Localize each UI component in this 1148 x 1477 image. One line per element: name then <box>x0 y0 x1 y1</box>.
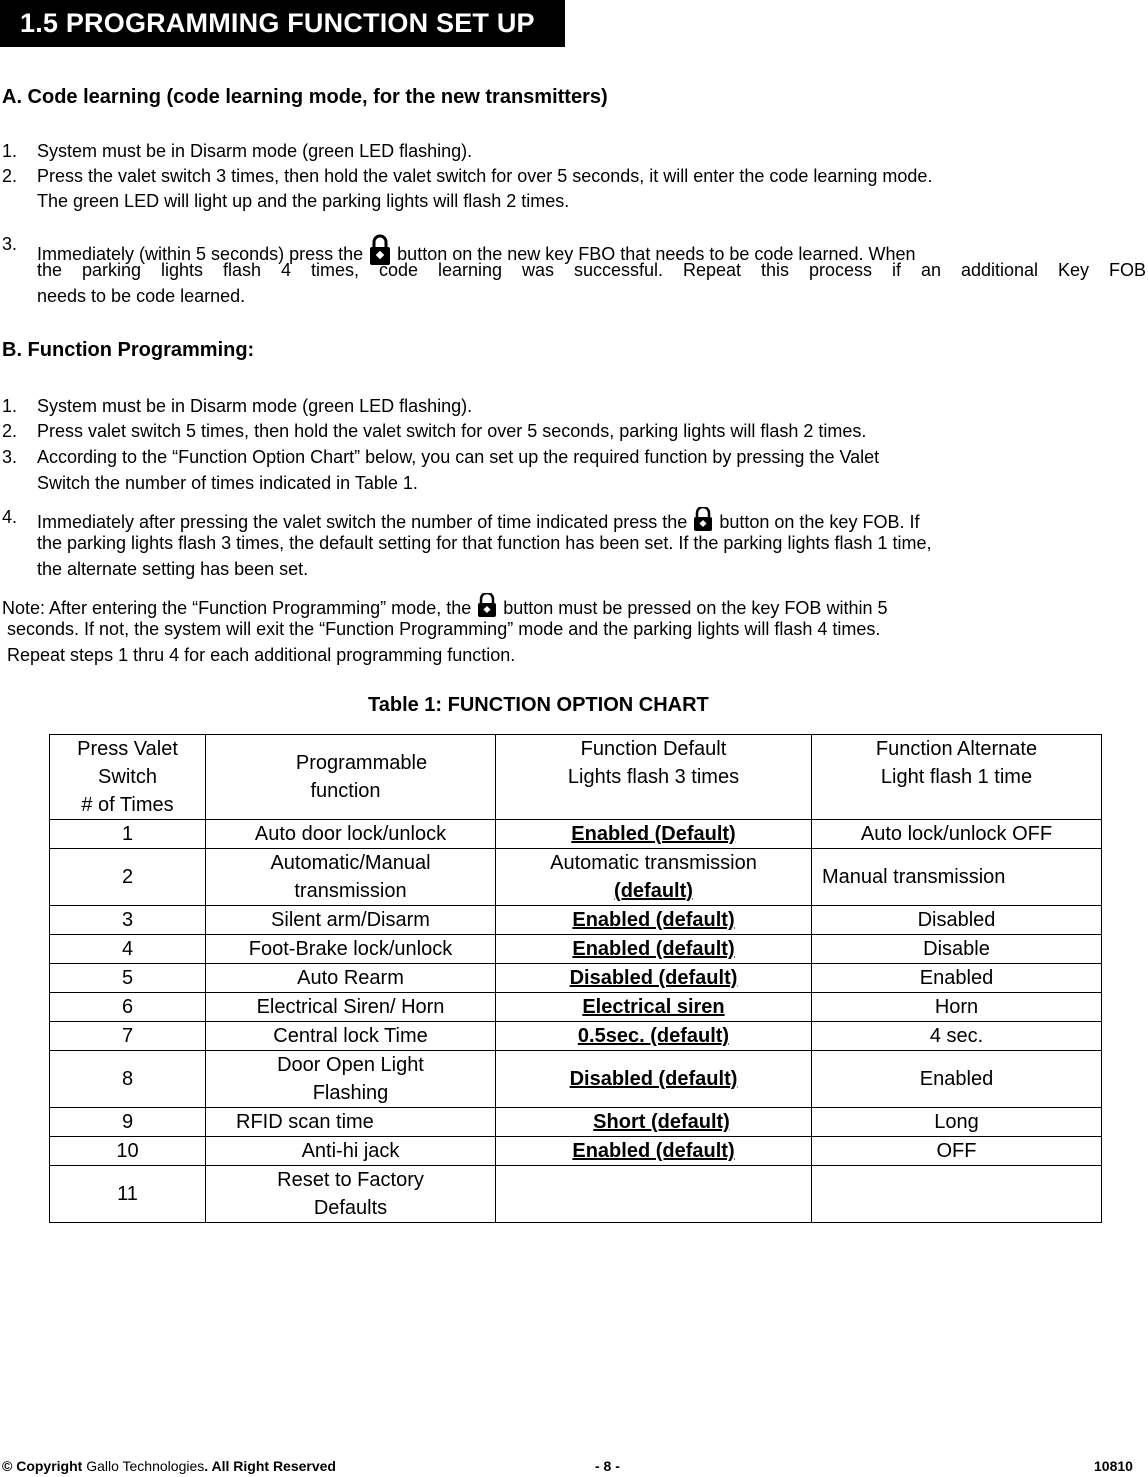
padlock-icon <box>692 507 714 531</box>
b-item-3-line-1: According to the “Function Option Chart” below, you can set up the required function by pressing the Valet <box>37 447 880 467</box>
table-row: 10 Anti-hi jack Enabled (default) OFF <box>50 1137 1102 1166</box>
note-line-1 <box>2 593 887 619</box>
footer-page-number: - 8 - <box>595 1458 620 1474</box>
b-item-4-line-3: the alternate setting has been set. <box>37 559 309 579</box>
b-item-4-line-2: the parking lights flash 3 times, the default setting for that function has been set. If the parking lights flash 1 time, <box>37 533 932 553</box>
b-item-2-text: Press valet switch 5 times, then hold the valet switch for over 5 seconds, parking lights will flash 2 times. <box>37 421 867 441</box>
a-item-2-line-1: Press the valet switch 3 times, then hold the valet switch for over 5 seconds, it will enter the code learning mode. <box>37 166 933 186</box>
b-item-4-line-1 <box>37 507 919 533</box>
padlock-icon <box>476 593 498 617</box>
a-item-3-line-1-b: button on the new key FBO that needs to be code learned. When <box>397 244 916 264</box>
a-item-2-line-2: The green LED will light up and the parking lights will flash 2 times. <box>37 191 570 211</box>
a-item-1-text: System must be in Disarm mode (green LED flashing). <box>37 141 473 161</box>
table-row: 3 Silent arm/Disarm Enabled (default) Disabled <box>50 906 1102 935</box>
header-function-alternate: Function Alternate Light flash 1 time <box>812 735 1102 820</box>
table-caption: Table 1: FUNCTION OPTION CHART <box>368 694 709 716</box>
header-function-default: Function Default Lights flash 3 times <box>496 735 812 820</box>
table-row: 8 Door Open Light Flashing Disabled (default) Enabled <box>50 1051 1102 1108</box>
a-item-3-line-2: the parking lights flash 4 times, code learning was successful. Repeat this process if an additional Key FOB <box>37 260 1146 280</box>
a-item-1-num: 1. <box>2 141 18 161</box>
note-line-1-a: Note: After entering the “Function Programming” mode, the <box>2 598 472 618</box>
a-item-3-line-3: needs to be code learned. <box>37 286 246 306</box>
note-line-3: Repeat steps 1 thru 4 for each additional programming function. <box>7 645 516 665</box>
header-press-valet: Press Valet Switch # of Times <box>50 735 206 820</box>
table-header-row <box>50 735 1102 820</box>
table-row: 9 RFID scan time Short (default) Long <box>50 1108 1102 1137</box>
b-item-3-num: 3. <box>2 447 18 467</box>
section-b-heading: B. Function Programming: <box>2 339 255 361</box>
table-row: 5 Auto Rearm Disabled (default) Enabled <box>50 964 1102 993</box>
table-row: 1 Auto door lock/unlock Enabled (Default) Auto lock/unlock OFF <box>50 820 1102 849</box>
b-item-1-text: System must be in Disarm mode (green LED flashing). <box>37 396 473 416</box>
a-item-2-num: 2. <box>2 166 18 186</box>
b-item-2-num: 2. <box>2 421 18 441</box>
table-row: 7 Central lock Time 0.5sec. (default) 4 sec. <box>50 1022 1102 1051</box>
b-item-4-line-1-a: Immediately after pressing the valet switch the number of time indicated press the <box>37 512 688 532</box>
b-item-3-line-2: Switch the number of times indicated in Table 1. <box>37 473 418 493</box>
note-line-2: seconds. If not, the system will exit the “Function Programming” mode and the parking lights will flash 4 times. <box>7 619 881 639</box>
header-programmable-function: Programmable function <box>206 735 496 820</box>
a-item-3-num: 3. <box>2 234 18 254</box>
b-item-4-num: 4. <box>2 507 18 527</box>
table-row: 4 Foot-Brake lock/unlock Enabled (default) Disable <box>50 935 1102 964</box>
function-option-chart <box>49 734 1102 1223</box>
page-title: 1.5 PROGRAMMING FUNCTION SET UP <box>0 0 565 47</box>
b-item-4-line-1-b: button on the key FOB. If <box>719 512 920 532</box>
table-row: 6 Electrical Siren/ Horn Electrical siren Horn <box>50 993 1102 1022</box>
table-row: 2 Automatic/Manual transmission Automatic transmission (default) Manual transmission <box>50 849 1102 906</box>
section-a-heading: A. Code learning (code learning mode, for the new transmitters) <box>2 86 608 108</box>
b-item-1-num: 1. <box>2 396 18 416</box>
table-row: 11 Reset to Factory Defaults <box>50 1166 1102 1223</box>
footer-doc-number: 10810 <box>1094 1458 1133 1474</box>
note-line-1-b: button must be pressed on the key FOB within 5 <box>503 598 888 618</box>
footer-copyright: © Copyright Gallo Technologies. All Right Reserved <box>2 1458 336 1474</box>
a-item-3-line-1-a: Immediately (within 5 seconds) press the <box>37 244 364 264</box>
